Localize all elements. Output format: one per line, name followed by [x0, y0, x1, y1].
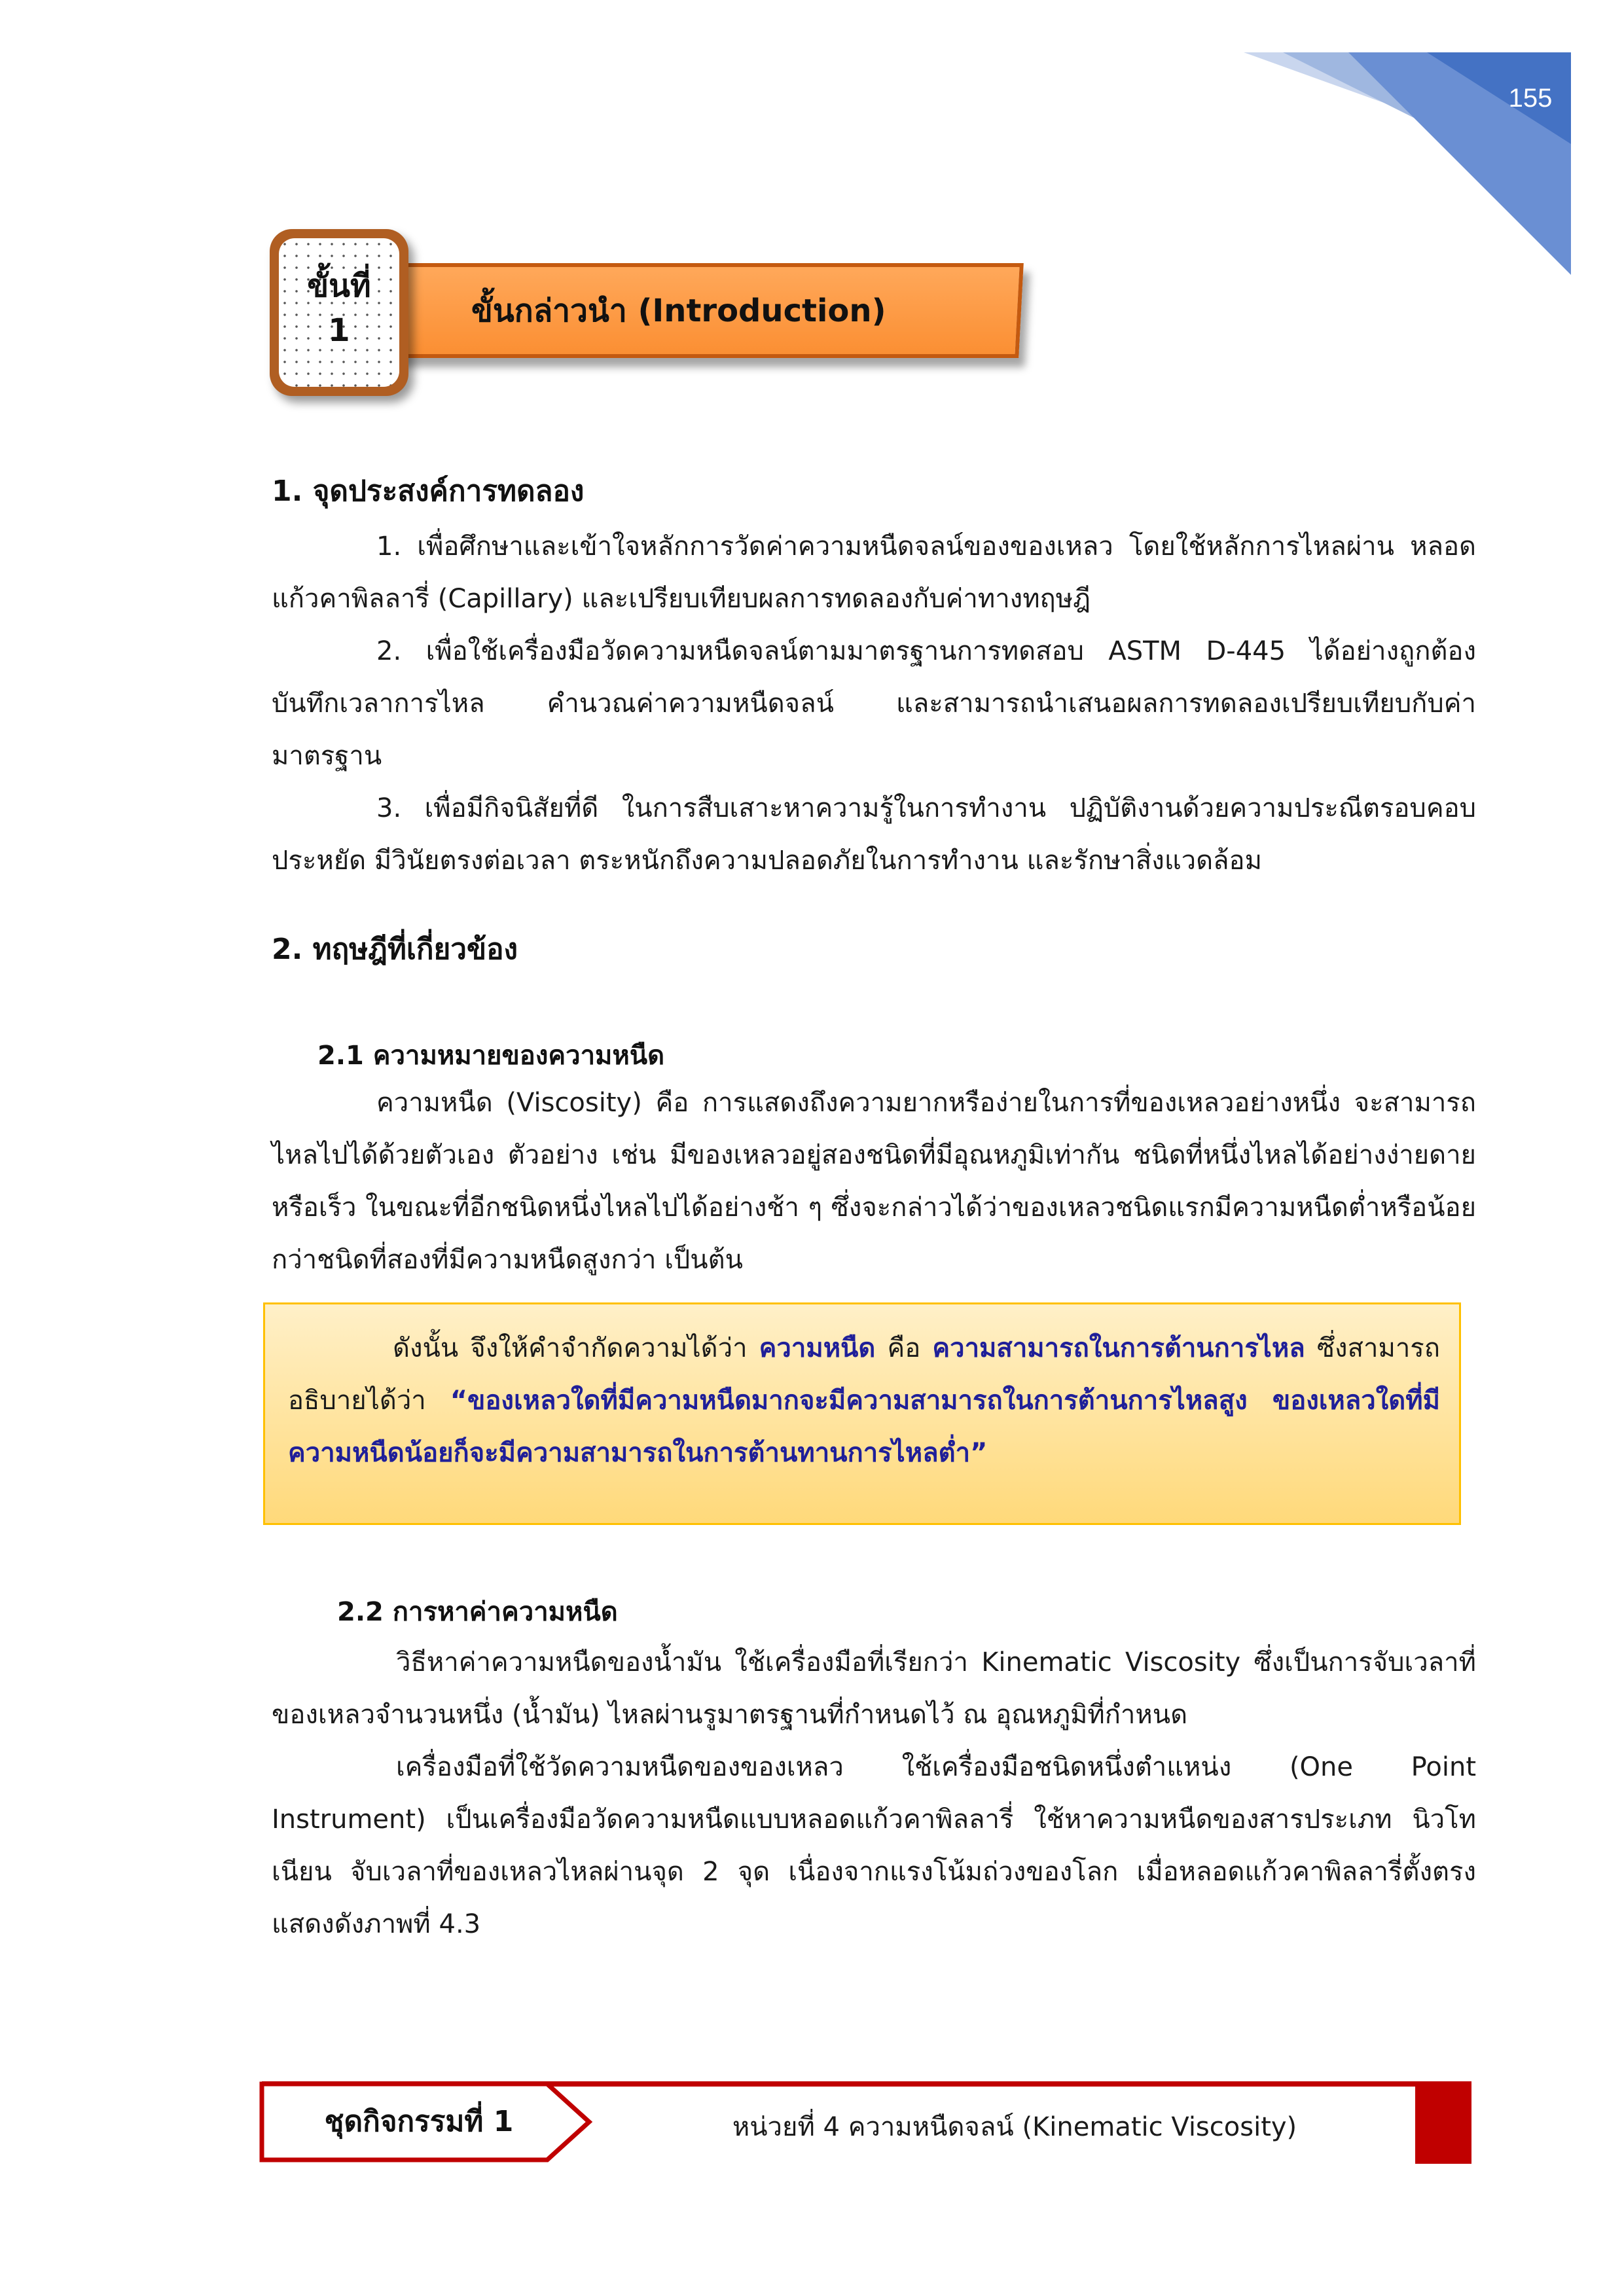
section-2-1-heading: 2.1 ความหมายของความหนืด	[317, 1041, 665, 1071]
viscosity-definition-paragraph: ความหนืด (Viscosity) คือ การแสดงถึงความยากหรือง่ายในการที่ของเหลวอย่างหนึ่ง จะสามารถไหลไปได้ด้วยตัวเอง ตัวอย่าง เช่น มีของเหลวอยู่สองชนิดที่มีอุณหภูมิเท่ากัน ชนิดที่หนึ่งไหลได้อย่างง่ายดายหรือเร็ว ในขณะที่อีกชนิดหนึ่งไหลไปได้อย่างช้า ๆ ซึ่งจะกล่าวได้ว่าของเหลวชนิดแรกมีความหนืดต่ำหรือน้อยกว่าชนิดที่สองที่มีความหนืดสูงกว่า เป็นต้น	[272, 1088, 1476, 1275]
highlight-explain: ซึ่งสามารถอธิบายได้ว่า	[288, 1333, 1440, 1416]
highlight-definition: ความสามารถในการต้านการไหล	[932, 1333, 1305, 1363]
section-1-heading: 1. จุดประสงค์การทดลอง	[272, 475, 585, 508]
section-2-2-body	[272, 1636, 1476, 1950]
step-badge-number: 1	[328, 312, 350, 349]
objective-item-3: 3. เพื่อมีกิจนิสัยที่ดี ในการสืบเสาะหาความรู้ในการทำงาน ปฏิบัติงานด้วยความประณีตรอบคอบ ประหยัด มีวินัยตรงต่อเวลา ตระหนักถึงความปลอดภัยในการทำงาน และรักษาสิ่งแวดล้อม	[272, 793, 1476, 876]
corner-decoration	[1244, 0, 1624, 275]
highlight-lead: ดังนั้น จึงให้คำจำกัดความได้ว่า	[393, 1333, 759, 1363]
objective-item-1: 1. เพื่อศึกษาและเข้าใจหลักการวัดค่าความหนืดจลน์ของของเหลว โดยใช้หลักการไหลผ่าน หลอดแก้วคาพิลลารี่ (Capillary) และเปรียบเทียบผลการทดลองกับค่าทางทฤษฎี	[272, 531, 1476, 614]
measurement-paragraph-2: เครื่องมือที่ใช้วัดความหนืดของของเหลว ใช้เครื่องมือชนิดหนึ่งตำแหน่ง (One Point Instrument) เป็นเครื่องมือวัดความหนืดแบบหลอดแก้วคาพิลลารี่ ใช้หาความหนืดของสารประเภท นิวโทเนียน จับเวลาที่ของเหลวไหลผ่านจุด 2 จุด เนื่องจากแรงโน้มถ่วงของโลก เมื่อหลอดแก้วคาพิลลารี่ตั้งตรง แสดงดังภาพที่ 4.3	[272, 1752, 1476, 1939]
measurement-paragraph-1: วิธีหาค่าความหนืดของน้ำมัน ใช้เครื่องมือที่เรียกว่า Kinematic Viscosity ซึ่งเป็นการจับเวลาที่ของเหลวจำนวนหนึ่ง (น้ำมัน) ไหลผ่านรูมาตรฐานที่กำหนดไว้ ณ อุณหภูมิที่กำหนด	[272, 1647, 1476, 1730]
section-1-list	[272, 520, 1476, 887]
page-number: 155	[1508, 84, 1553, 113]
objective-item-2: 2. เพื่อใช้เครื่องมือวัดความหนืดจลน์ตามมาตรฐานการทดสอบ ASTM D-445 ได้อย่างถูกต้อง บันทึกเวลาการไหล คำนวณค่าความหนืดจลน์ และสามารถนำเสนอผลการทดลองเปรียบเทียบกับค่ามาตรฐาน	[272, 636, 1476, 771]
highlight-quote: “ของเหลวใดที่มีความหนืดมากจะมีความสามารถในการต้านการไหลสูง ของเหลวใดที่มีความหนืดน้อยก็จะมีความสามารถในการต้านทานการไหลต่ำ”	[288, 1386, 1440, 1468]
footer-activity-label: ชุดกิจกรรมที่ 1	[324, 2105, 514, 2138]
step-badge-word: ขั้นที่	[307, 268, 371, 304]
section-2-2-heading: 2.2 การหาค่าความหนืด	[337, 1597, 618, 1627]
footer-unit-title: หน่วยที่ 4 ความหนืดจลน์ (Kinematic Viscosity)	[732, 2112, 1297, 2142]
footer-red-block	[1415, 2081, 1471, 2164]
step-title: ขั้นกล่าวนำ (Introduction)	[471, 293, 886, 329]
section-2-heading: 2. ทฤษฎีที่เกี่ยวข้อง	[272, 933, 518, 966]
highlight-term: ความหนืด	[759, 1333, 876, 1363]
step-badge	[270, 229, 408, 396]
definition-highlight-text	[288, 1322, 1440, 1479]
highlight-is: คือ	[875, 1333, 933, 1363]
section-2-1-body	[272, 1077, 1476, 1286]
